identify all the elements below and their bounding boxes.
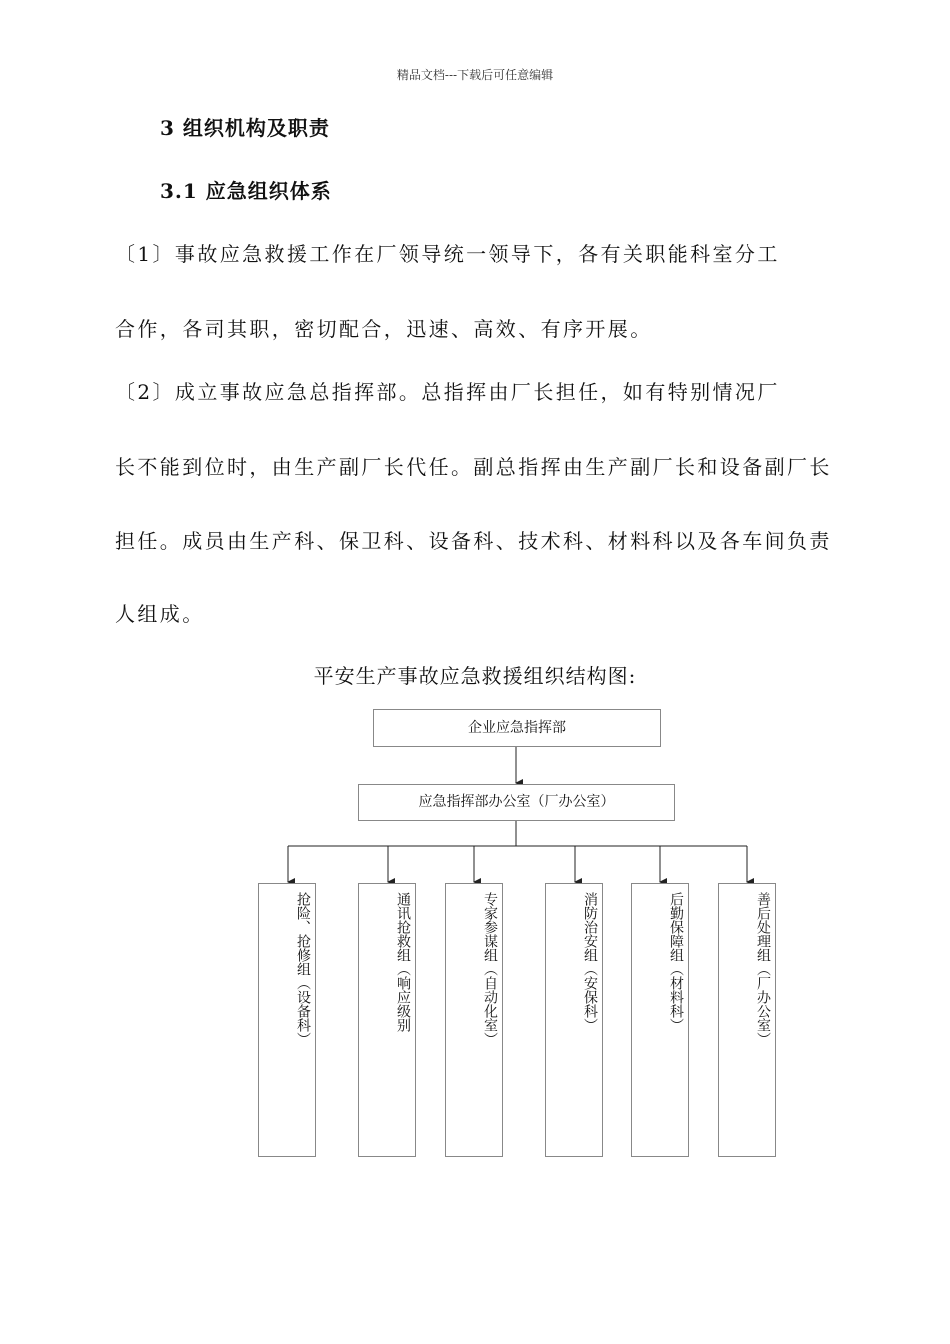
org-group-label: 专家参谋组（自动化室） <box>482 892 498 1046</box>
org-group-label: 后勤保障组（材料科） <box>668 892 684 1032</box>
org-group-label: 消防治安组（安保科） <box>582 892 598 1032</box>
org-group-label: 通讯抢救组（响应级别 <box>395 892 411 1032</box>
org-group-box-6 <box>718 883 776 1157</box>
org-group-box-3 <box>445 883 503 1157</box>
paragraph-line: 〔1〕事故应急救援工作在厂领导统一领导下，各有关职能科室分工 <box>115 242 780 266</box>
org-group-box-4 <box>545 883 603 1157</box>
org-group-box-5 <box>631 883 689 1157</box>
paragraph-line: 担任。成员由生产科、保卫科、设备科、技术科、材料科以及各车间负责 <box>115 529 832 553</box>
org-group-label: 善后处理组（厂办公室） <box>755 892 771 1046</box>
subsection-heading: 3.1 应急组织体系 <box>160 179 332 203</box>
org-group-box-1 <box>258 883 316 1157</box>
org-office-box: 应急指挥部办公室（厂办公室） <box>358 784 675 821</box>
section-heading: 3 组织机构及职责 <box>160 116 330 140</box>
org-chart-title: 平安生产事故应急救援组织结构图: <box>313 664 637 688</box>
paragraph-line: 合作，各司其职，密切配合，迅速、高效、有序开展。 <box>115 317 653 341</box>
org-group-box-2 <box>358 883 416 1157</box>
paragraph-line: 人组成。 <box>115 602 205 626</box>
paragraph-line: 〔2〕成立事故应急总指挥部。总指挥由厂长担任，如有特别情况厂 <box>115 380 780 404</box>
header-note: 精品文档---下载后可任意编辑 <box>396 68 554 82</box>
org-group-label: 抢险、抢修组（设备科） <box>295 892 311 1046</box>
paragraph-line: 长不能到位时，由生产副厂长代任。副总指挥由生产副厂长和设备副厂长 <box>115 455 832 479</box>
org-root-box: 企业应急指挥部 <box>373 709 661 747</box>
